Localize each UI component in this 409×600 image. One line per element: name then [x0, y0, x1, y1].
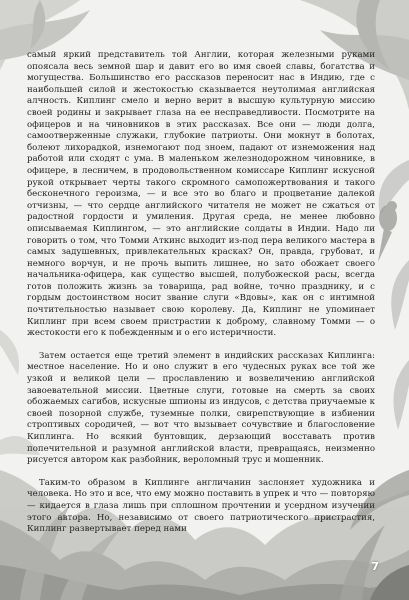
- paragraph-1: самый яркий представитель той Англии, которая железными руками опоясала весь земной шар и давит его во имя своей славы, богатства и могущества. Большинство его рассказов переносит нас в Индию, где с наибольшей силой и жестокостью сказывается неутолимая английская алчность. Киплинг смело и верно верит в высшую культурную миссию своей родины и закрывает глаза на ее несправедливости. Посмотрите на офицеров и на чиновников в этих рассказах. Все они — люди долга, самоотверженные служаки, глубокие патриоты. Они мокнут в болотах, болеют лихорадкой, изнемогают под зноем, падают от изнеможения над работой или сходят с ума. В маленьком железнодорожном чиновнике, в офицере, в лесничем, в продовольственном комиссаре Киплинг искусной рукой открывает черты такого скромного самопожертвования и такого бесконечного героизма, — и все это во благо и процветание далекой отчизны, — что сердце английского читателя не может не сжаться от радостной гордости и умиления. Другая среда, не менее любовно описываемая Киплингом, — это английские солдаты в Индии. Надо ли говорить о том, что Томми Аткинс выходит из-под пера великого мастера в самых задушевных, привлекательных красках? Он, правда, грубоват, и немного ворчун, и не прочь выпить лишнее, но зато обожает своего начальника-офицера, как существо высшей, полубожеской расы, всегда готов положить жизнь за товарища, рад войне, точно празднику, и с гордым достоинством носит звание слуги «Вдовы», как он с интимной почтительностью называет свою королеву. Да, Киплинг не упоминает Киплинг при всем своем пристрастии к доброму, славному Томми — о жестокости его к побежденным и о его истеричности.: [27, 50, 375, 339]
- main-text-column: [27, 50, 375, 536]
- paragraph-3: Таким-то образом в Киплинге англичанин заслоняет художника и человека. Но это и все, что ему можно поставить в упрек и что — повторяю — кидается в глаза лишь при сплошном прочтении и усердном изучении этого автора. Но, независимо от своего патриотического пристрастия, Киплинг развертывает перед нами: [27, 477, 375, 535]
- page-number: 7: [371, 560, 379, 573]
- paragraph-2: Затем остается еще третий элемент в индийских рассказах Киплинга: местное население. Но и оно служит в его чудесных руках все той же узкой и великой цели — прославлению и возвеличению английской завоевательной миссии. Цветные слуги, готовые на смерть за своих обожаемых сагибов, искусные шпионы из индусов, с детства приучаемые к своей позорной службе, туземные полки, свирепствующие в избиении строптивых сородичей, — вот что вызывает сочувствие и благословение Киплинга. Но всякий бунтовщик, дерзающий восставать против попечительной и разумной английской власти, превращаясь, неизменно рисуется автором как разбойник, вероломный трус и мошенник.: [27, 350, 375, 466]
